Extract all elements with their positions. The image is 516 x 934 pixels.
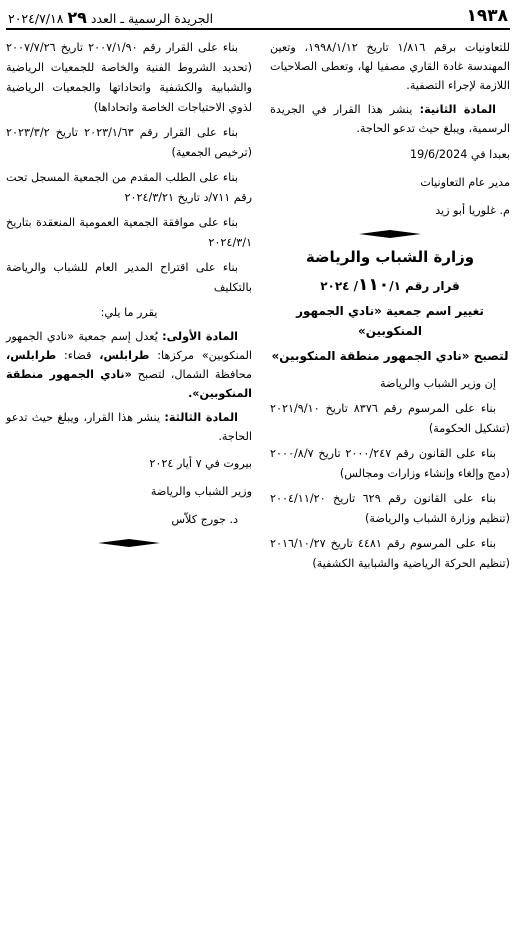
decision-subject-1: تغيير اسم جمعية «نادي الجمهور المنكوبين» <box>296 304 484 338</box>
article-1-text-b: قضاء: <box>63 349 92 362</box>
gazette-title: الجريدة الرسمية ـ العدد <box>90 11 214 26</box>
page-header <box>6 6 510 30</box>
decision-subject-2: لتصبح «نادي الجمهور منطقة المنكوبين» <box>271 349 509 363</box>
article-2-text: ينشر هذا القرار في الجريدة الرسمية، ويبلغ حيث تدعو الحاجة. <box>270 103 510 135</box>
article-1-place: طرابلس، <box>99 349 150 362</box>
basis-item: بناء على القرار رقم ٢٠٢٣/١/٦٣ تاريخ ٢٠٢٣/٣/٢ (ترخيص الجمعية) <box>6 126 252 159</box>
decision-number: ١١٠ <box>358 275 390 295</box>
ministry-heading: وزارة الشباب والرياضة <box>305 248 475 266</box>
article-1-new-name: «نادي الجمهور منطقة المنكوبين». <box>6 368 252 400</box>
right-column <box>270 38 510 579</box>
divider-icon <box>98 539 160 547</box>
signature-place-date: بعبدا في 19/6/2024 <box>409 148 510 161</box>
decision-prefix: قرار رقم <box>405 279 460 293</box>
article-2 <box>270 100 510 138</box>
article-1-label: المادة الأولى: <box>162 330 238 343</box>
minister-intro: إن وزير الشباب والرياضة <box>379 377 496 390</box>
decides-line: يقرر ما يلي: <box>100 306 158 319</box>
article-1-district: طرابلس، <box>6 349 57 362</box>
article-1-text-a: يُعدل إسم جمعية «نادي الجمهور المنكوبين» مركزها: <box>6 330 252 362</box>
basis-item: بناء على المرسوم رقم ٤٤٨١ تاريخ ٢٠١٦/١٠/٢٧ (تنظيم الحركة الرياضية والشبابية الكشفية) <box>270 537 510 570</box>
signature-title: مدير عام التعاونيات <box>420 176 510 189</box>
decision-suffix: /١/ ٢٠٢٤ <box>320 279 401 293</box>
signature-place-date: بيروت في ٧ أيار ٢٠٢٤ <box>149 457 252 470</box>
basis-item: بناء على القانون رقم ٢٠٠٠/٢٤٧ تاريخ ٢٠٠٠/٨/٧ (دمج وإلغاء وإنشاء وزارات ومجالس) <box>270 447 510 480</box>
issue-date: ٢٠٢٤/٧/١٨ <box>8 11 64 26</box>
signature-title: وزير الشباب والرياضة <box>150 485 252 498</box>
article-3-label: المادة الثالثة: <box>164 411 238 424</box>
basis-item: بناء على الطلب المقدم من الجمعية المسجل تحت رقم ٧١١/د تاريخ ٢٠٢٤/٣/٢١ <box>6 171 252 204</box>
signature-name: م. غلوريا أبو زيد <box>435 204 510 217</box>
basis-item: بناء على القانون رقم ٦٢٩ تاريخ ٢٠٠٤/١١/٢٠ (تنظيم وزارة الشباب والرياضة) <box>270 492 510 525</box>
left-column <box>6 38 252 555</box>
decision-number-line <box>270 275 510 296</box>
running-head <box>8 8 213 27</box>
basis-item: بناء على موافقة الجمعية العمومية المنعقدة بتاريخ ٢٠٢٤/٣/١ <box>6 216 252 249</box>
article-2-label: المادة الثانية: <box>419 103 496 116</box>
issue-number: ٢٩ <box>67 8 87 27</box>
signature-name: د. جورج كلاّس <box>171 513 238 526</box>
basis-item: بناء على المرسوم رقم ٨٣٧٦ تاريخ ٢٠٢١/٩/١٠ (تشكيل الحكومة) <box>270 402 510 435</box>
page-number: ١٩٣٨ <box>466 6 508 26</box>
article-1-text-c: محافظة الشمال، لتصبح <box>137 368 252 381</box>
basis-item: بناء على القرار رقم ٢٠٠٧/١/٩٠ تاريخ ٢٠٠٧/٧/٢٦ (تحديد الشروط الفنية والخاصة للجمعيات الرياضية والشبابية والكشفية واتحاداتها والجمعيات الرياضية لذوي الاحتياجات الخاصة واتحاداها) <box>6 41 252 114</box>
article-3-text: ينشر هذا القرار، ويبلغ حيث تدعو الحاجة. <box>6 411 252 443</box>
continued-text: للتعاونيات برقم ١/٨١٦ تاريخ ١٩٩٨/١/١٢، وتعين المهندسة غادة القاري مصفيا لها، وتعطى الصلاحيات اللازمة لإجراء التصفية. <box>270 41 510 92</box>
divider-icon <box>359 230 421 238</box>
basis-item: بناء على اقتراح المدير العام للشباب والرياضة بالتكليف <box>6 261 252 294</box>
article-3 <box>6 408 252 446</box>
article-1 <box>6 327 252 403</box>
